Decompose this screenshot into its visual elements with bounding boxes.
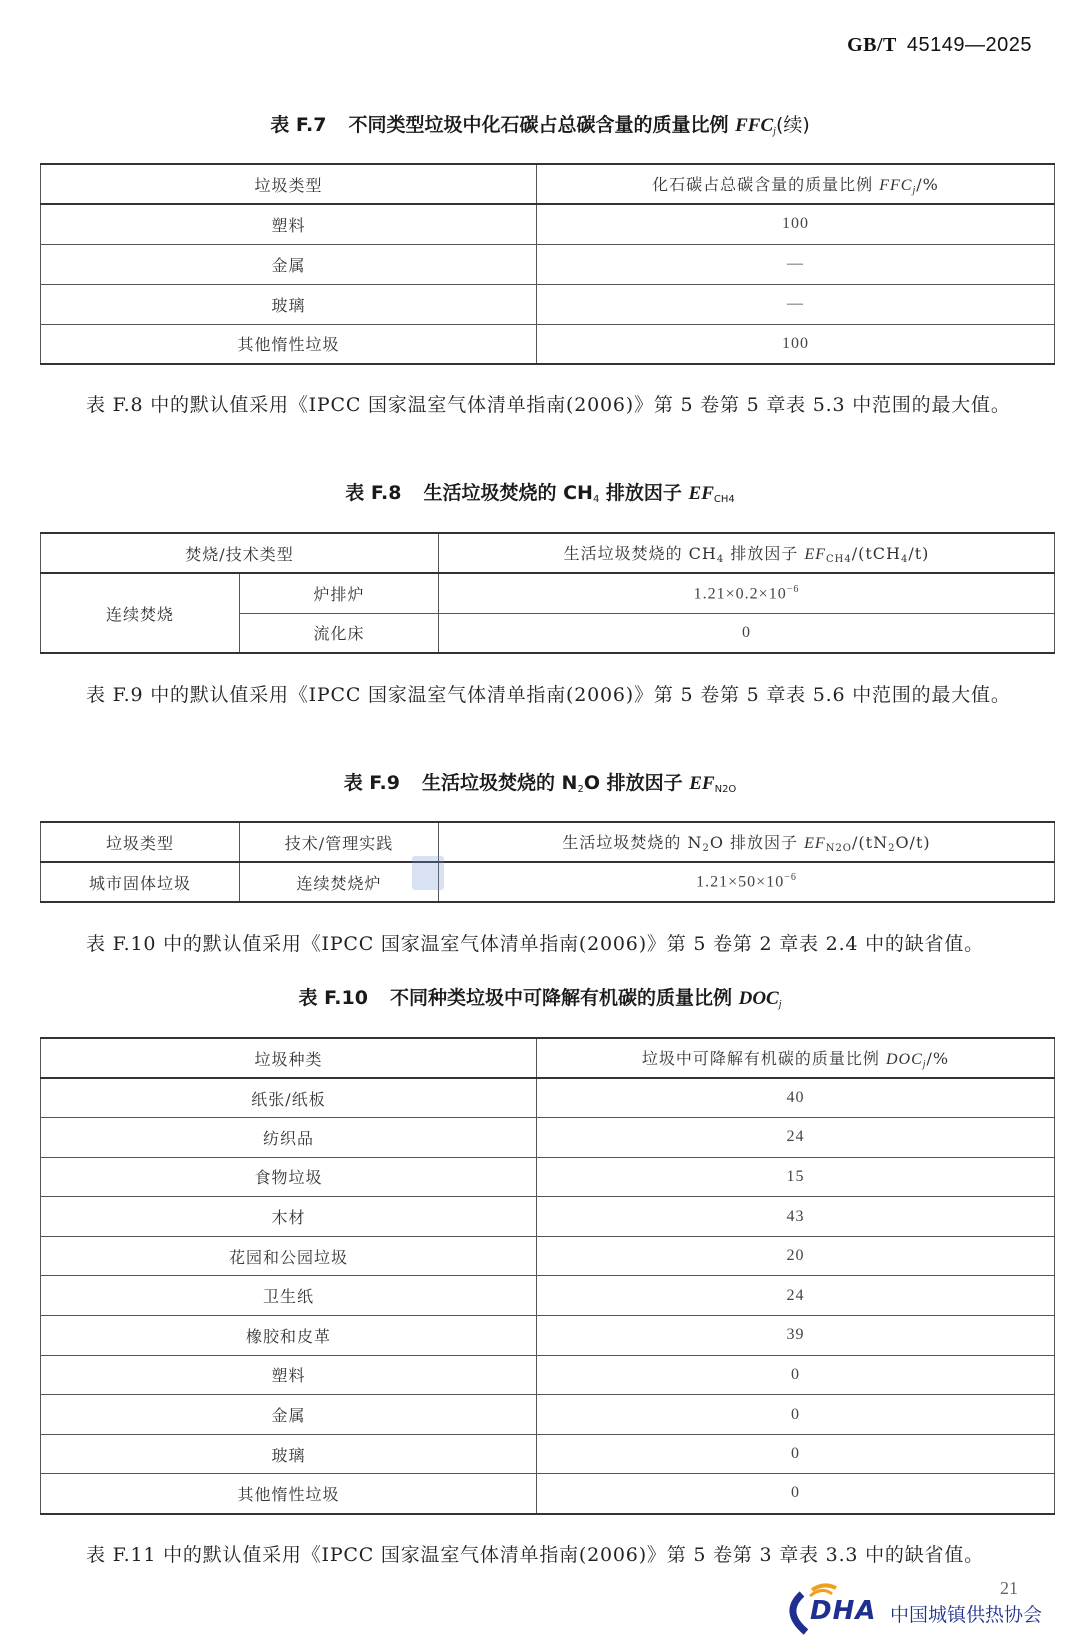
column-unit: /%: [916, 175, 939, 194]
cell-value: 43: [537, 1197, 1055, 1237]
paragraph-f9: 表 F.9 中的默认值采用《IPCC 国家温室气体清单指南(2006)》第 5 卷第 5 章表 5.6 中范围的最大值。: [86, 684, 1011, 706]
cell-tech: 流化床: [240, 613, 439, 653]
cell-value: 0: [537, 1395, 1055, 1435]
table-f8-title-mid: 排放因子: [599, 482, 689, 504]
cell-value: 100: [537, 204, 1055, 244]
table-row: [41, 1078, 1055, 1118]
cell-value: 0: [537, 1355, 1055, 1395]
cell-type: 金属: [41, 1395, 537, 1435]
page-number: 21: [1000, 1578, 1018, 1598]
table-f10-title-text: 不同种类垃圾中可降解有机碳的质量比例: [389, 987, 732, 1009]
logo-text: DHA: [810, 1596, 877, 1626]
cell-value: [439, 862, 1055, 902]
cell-type: 纺织品: [41, 1118, 537, 1158]
column-header: [537, 164, 1055, 204]
column-symbol: EF: [804, 835, 826, 852]
column-header: 技术/管理实践: [240, 822, 439, 862]
column-unit-sub: 4: [900, 554, 909, 565]
column-header-text: 化石碳占总碳含量的质量比例: [652, 175, 874, 194]
cell-type: 卫生纸: [41, 1276, 537, 1316]
table-f9-title-mid: O 排放因子: [583, 772, 690, 794]
cell-value: 100: [537, 324, 1055, 364]
table-row: [41, 1236, 1055, 1276]
cell-value: 39: [537, 1316, 1055, 1356]
table-f7: [40, 163, 1055, 365]
table-row: [41, 573, 1055, 613]
table-f8: [40, 532, 1055, 654]
cell-value: —: [537, 244, 1055, 284]
table-row: [41, 1474, 1055, 1514]
column-symbol-sub: CH4: [825, 554, 852, 565]
cell-value: 0: [439, 613, 1055, 653]
table-row: [41, 1395, 1055, 1435]
table-f8-title: [0, 478, 1080, 505]
table-f9-title-text: 生活垃圾焚烧的 N: [421, 772, 578, 794]
column-header: 垃圾类型: [41, 164, 537, 204]
column-header-mid: O 排放因子: [709, 833, 805, 852]
table-f8-title-text: 生活垃圾焚烧的 CH: [423, 482, 593, 504]
table-header-row: [41, 164, 1055, 204]
table-row: [41, 244, 1055, 284]
table-f8-code: 表 F.8: [345, 482, 402, 504]
cell-group: 连续焚烧: [41, 573, 240, 653]
table-f9-code: 表 F.9: [343, 772, 400, 794]
table-f9: [40, 821, 1055, 903]
table-f10-title: [0, 983, 1080, 1010]
cell-type: 金属: [41, 244, 537, 284]
cell-value: 0: [537, 1434, 1055, 1474]
table-f9-title: [0, 768, 1080, 795]
paragraph-f10: 表 F.10 中的默认值采用《IPCC 国家温室气体清单指南(2006)》第 5 卷第 2 章表 2.4 中的缺省值。: [86, 933, 984, 955]
cell-type: 塑料: [41, 204, 537, 244]
table-f10-subscript: j: [778, 999, 782, 1010]
table-row: [41, 284, 1055, 324]
cell-type: 其他惰性垃圾: [41, 1474, 537, 1514]
column-header-mid: 排放因子: [724, 544, 805, 563]
table-row: [41, 1276, 1055, 1316]
column-subscript: j: [922, 1059, 927, 1070]
column-symbol: EF: [804, 546, 826, 563]
value-exponent: −6: [786, 583, 800, 595]
cell-type: 花园和公园垃圾: [41, 1236, 537, 1276]
column-header: 焚烧/技术类型: [41, 533, 439, 573]
value-base: 1.21×50×10: [696, 873, 785, 891]
cell-type: 其他惰性垃圾: [41, 324, 537, 364]
paragraph-f8: 表 F.8 中的默认值采用《IPCC 国家温室气体清单指南(2006)》第 5 卷第 5 章表 5.3 中范围的最大值。: [86, 394, 1011, 416]
table-f7-symbol: FFC: [735, 115, 774, 136]
table-header-row: [41, 822, 1055, 862]
column-header: 垃圾类型: [41, 822, 240, 862]
cell-type: 木材: [41, 1197, 537, 1237]
standard-prefix: GB/T: [847, 34, 897, 56]
column-unit-sub: 2: [888, 843, 896, 854]
column-unit-end: O/t): [895, 833, 931, 852]
column-header: 垃圾种类: [41, 1038, 537, 1078]
table-row: [41, 1316, 1055, 1356]
cell-value: 15: [537, 1157, 1055, 1197]
table-row: [41, 1434, 1055, 1474]
value-base: 1.21×0.2×10: [693, 584, 787, 602]
column-header-text: 垃圾中可降解有机碳的质量比例: [641, 1049, 880, 1068]
column-header: [439, 822, 1055, 862]
table-f9-title-sub: 2: [577, 784, 584, 795]
cell-type: 纸张/纸板: [41, 1078, 537, 1118]
cell-value: —: [537, 284, 1055, 324]
column-unit: /(tN: [852, 833, 889, 852]
table-f10: [40, 1037, 1055, 1515]
table-f7-title: [0, 110, 1080, 137]
cell-value: 20: [537, 1236, 1055, 1276]
cell-type: 城市固体垃圾: [41, 862, 240, 902]
table-f8-title-sub: 4: [592, 494, 600, 505]
table-header-row: [41, 1038, 1055, 1078]
table-f10-symbol: DOC: [738, 988, 779, 1009]
table-row: [41, 862, 1055, 902]
column-subscript: j: [912, 185, 917, 196]
cell-tech: 炉排炉: [240, 573, 439, 613]
table-f7-title-text: 不同类型垃圾中化石碳占总碳含量的质量比例: [348, 114, 729, 136]
cell-type: 玻璃: [41, 284, 537, 324]
column-header-text: 生活垃圾焚烧的 CH: [563, 544, 717, 563]
table-f7-subscript: j: [773, 126, 776, 137]
table-row: [41, 1118, 1055, 1158]
column-sub: 2: [702, 843, 710, 854]
cell-value: 24: [537, 1276, 1055, 1316]
column-symbol: FFC: [879, 177, 913, 194]
table-f7-continued: (续): [775, 114, 810, 136]
table-row: [41, 324, 1055, 364]
table-row: [41, 1355, 1055, 1395]
logo-org-name: 中国城镇供热协会: [890, 1604, 1043, 1626]
table-f9-symbol-sub: N2O: [714, 784, 737, 795]
watermark-icon: [412, 856, 444, 890]
table-f10-code: 表 F.10: [298, 987, 368, 1009]
table-f7-code: 表 F.7: [270, 114, 327, 136]
cell-type: 食物垃圾: [41, 1157, 537, 1197]
column-symbol-sub: N2O: [825, 843, 852, 854]
table-f8-symbol-sub: CH4: [713, 494, 735, 505]
column-sub: 4: [716, 554, 725, 565]
column-unit: /%: [926, 1049, 950, 1068]
value-exponent: −6: [784, 872, 797, 884]
column-symbol: DOC: [885, 1051, 923, 1068]
column-unit: /(tCH: [851, 544, 901, 563]
table-header-row: [41, 533, 1055, 573]
cell-value: 40: [537, 1078, 1055, 1118]
column-header-text: 生活垃圾焚烧的 N: [562, 833, 703, 852]
table-f8-symbol: EF: [688, 483, 714, 504]
table-row: [41, 204, 1055, 244]
cdha-logo: [780, 1582, 1070, 1636]
table-row: [41, 1157, 1055, 1197]
standard-number: 45149—2025: [906, 34, 1032, 56]
column-header: [439, 533, 1055, 573]
cell-type: 玻璃: [41, 1434, 537, 1474]
paragraph-f11: 表 F.11 中的默认值采用《IPCC 国家温室气体清单指南(2006)》第 5 卷第 3 章表 3.3 中的缺省值。: [86, 1544, 984, 1566]
column-unit-end: /t): [908, 544, 930, 563]
column-header: [537, 1038, 1055, 1078]
table-f9-symbol: EF: [689, 773, 715, 794]
table-row: [41, 1197, 1055, 1237]
cell-value: 24: [537, 1118, 1055, 1158]
cell-practice: 连续焚烧炉: [240, 862, 439, 902]
standard-code: [847, 32, 1032, 57]
cell-value: 0: [537, 1474, 1055, 1514]
cell-type: 橡胶和皮革: [41, 1316, 537, 1356]
cell-value: [439, 573, 1055, 613]
cell-type: 塑料: [41, 1355, 537, 1395]
